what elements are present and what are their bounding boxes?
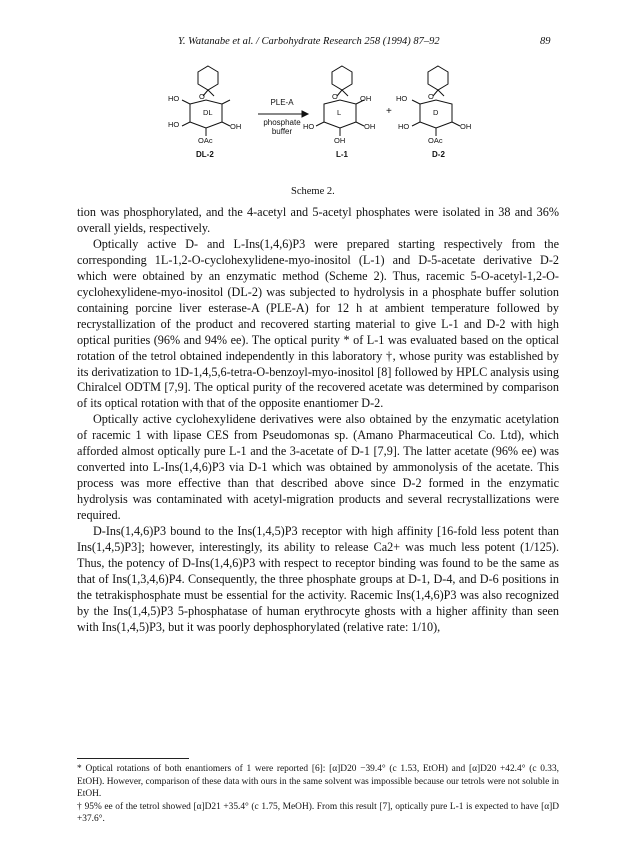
middle-ho: HO bbox=[303, 122, 315, 131]
right-ho-upper: HO bbox=[396, 94, 408, 103]
footnotes bbox=[77, 763, 559, 826]
middle-ring-label: L bbox=[337, 108, 342, 117]
right-ring-label: D bbox=[433, 108, 439, 117]
left-ho-upper: HO bbox=[168, 94, 180, 103]
left-ho-lower: HO bbox=[168, 120, 180, 129]
article-body bbox=[77, 205, 559, 636]
compound-l-1-label: L-1 bbox=[336, 150, 348, 159]
compound-d-2-label: D-2 bbox=[432, 150, 445, 159]
footnote-divider bbox=[77, 758, 189, 759]
middle-o-label: O bbox=[332, 92, 338, 101]
running-head: Y. Watanabe et al. / Carbohydrate Research 258 (1994) 87–92 bbox=[178, 36, 440, 47]
cyclohexylidene-ring-left bbox=[198, 66, 218, 90]
scheme-caption: Scheme 2. bbox=[291, 186, 335, 197]
running-header bbox=[0, 36, 624, 54]
footnote-optical-rotations: * Optical rotations of both enantiomers of 1 were reported [6]: [α]D20 −39.4° (c 1.53, EtOH) and [α]D20 +42.4° (c 0.33, EtOH). However, comparison of these data with ours in the same solvent was impossible because our tetrols were not soluble in EtOH. bbox=[77, 764, 559, 800]
arrow-label-enzyme: PLE-A bbox=[270, 98, 294, 107]
middle-oh-top: OH bbox=[360, 94, 372, 103]
paragraph-cyclohexylidene-derivatives: Optically active cyclohexylidene derivatives were also obtained by the enzymatic acetylation of racemic 1 with lipase CES from Pseudomonas sp. (Amano Pharmaceutical Co. Ltd), which afforded almost optically pure L-1 and the 3-acetate of D-1 [7,9]. The latter acetate (96% ee) was converted into L-Ins(1,4,6)P3 via D-1 which was obtained by ammonolysis of the acetate. This process was more effective than that described above since D-2 formed in the enzymatic hydrolysis was contaminated with acetyl-migration products and several recrystallizations were required. bbox=[77, 412, 559, 523]
paragraph-continuation: tion was phosphorylated, and the 4-acetyl and 5-acetyl phosphates were isolated in 38 and 36% overall yields, respectively. bbox=[77, 205, 559, 235]
left-oh: OH bbox=[230, 122, 242, 131]
footnote-tetrol-ee: † 95% ee of the tetrol showed [α]D21 +35.4° (c 1.75, MeOH). From this result [7], optically pure L-1 is expected to have [α]D +37.6°. bbox=[77, 801, 559, 825]
paragraph-receptor-binding: D-Ins(1,4,6)P3 bound to the Ins(1,4,5)P3 receptor with high affinity [16-fold less potent than Ins(1,4,5)P3]; however, interestingly, its ability to release Ca2+ was much less potent (1/125). Thus, the potency of D-Ins(1,4,6)P3 with respect to receptor binding was found to be the same as that of Ins(1,3,4,6)P4. Consequently, the three phosphate groups at D-1, D-4, and D-6 positions in the tetrakisphosphate must be essential for the activity. Racemic Ins(1,4,6)P3 was also recognized by the Ins(1,4,5)P3 5-phosphatase of human erythrocyte ghosts with a higher affinity than seen with Ins(1,4,5)P3, but it was poorly dephosphorylated (relative rate: 1/10), bbox=[77, 524, 559, 634]
page-number: 89 bbox=[540, 36, 551, 47]
right-ho-lower: HO bbox=[398, 122, 410, 131]
cyclohexylidene-ring-middle bbox=[332, 66, 352, 90]
compound-dl-2-label: DL-2 bbox=[196, 150, 214, 159]
cyclohexylidene-ring-right bbox=[428, 66, 448, 90]
left-o-label: O bbox=[199, 92, 205, 101]
middle-oh-right: OH bbox=[364, 122, 376, 131]
right-o-label: O bbox=[428, 92, 434, 101]
right-oac: OAc bbox=[428, 136, 443, 145]
middle-oh-bottom: OH bbox=[334, 136, 346, 145]
arrow-label-buffer: buffer bbox=[271, 127, 293, 136]
scheme-structures-drawing bbox=[160, 62, 500, 182]
left-oac: OAc bbox=[198, 136, 213, 145]
left-ring-label: DL bbox=[203, 108, 213, 117]
paragraph-optically-active-preparation: Optically active D- and L-Ins(1,4,6)P3 were prepared starting respectively from the corresponding 1L-1,2-O-cyclohexylidene-myo-inositol (L-1) and D-5-acetate derivative D-2 which were obtained by an enzymatic method (Scheme 2). Thus, racemic 5-O-acetyl-1,2-O-cyclohexylidene-myo-inositol (DL-2) was subjected to hydrolysis in a phosphate buffer solution containing porcine liver esterase-A (PLE-A) for 12 h at ambient temperature followed by recrystallization of the product and recovered starting material to give L-1 and D-2 with high optical purities (96% and 94% ee). The optical purity * of L-1 was evaluated based on the optical rotation of the tetrol obtained independently in this laboratory †, whose purity was established by its derivatization to 1D-1,4,5,6-tetra-O-benzoyl-myo-inositol [8] followed by HPLC analysis using Chiralcel ODTM [7,9]. The optical purity of the recovered acetate was determined by comparison of its optical rotation with that of the opposite enantiomer D-2. bbox=[77, 236, 559, 411]
plus-sign: + bbox=[386, 106, 392, 117]
arrow-label-phosphate: phosphate bbox=[263, 118, 301, 127]
right-oh: OH bbox=[460, 122, 472, 131]
scheme-2-figure bbox=[160, 62, 500, 197]
